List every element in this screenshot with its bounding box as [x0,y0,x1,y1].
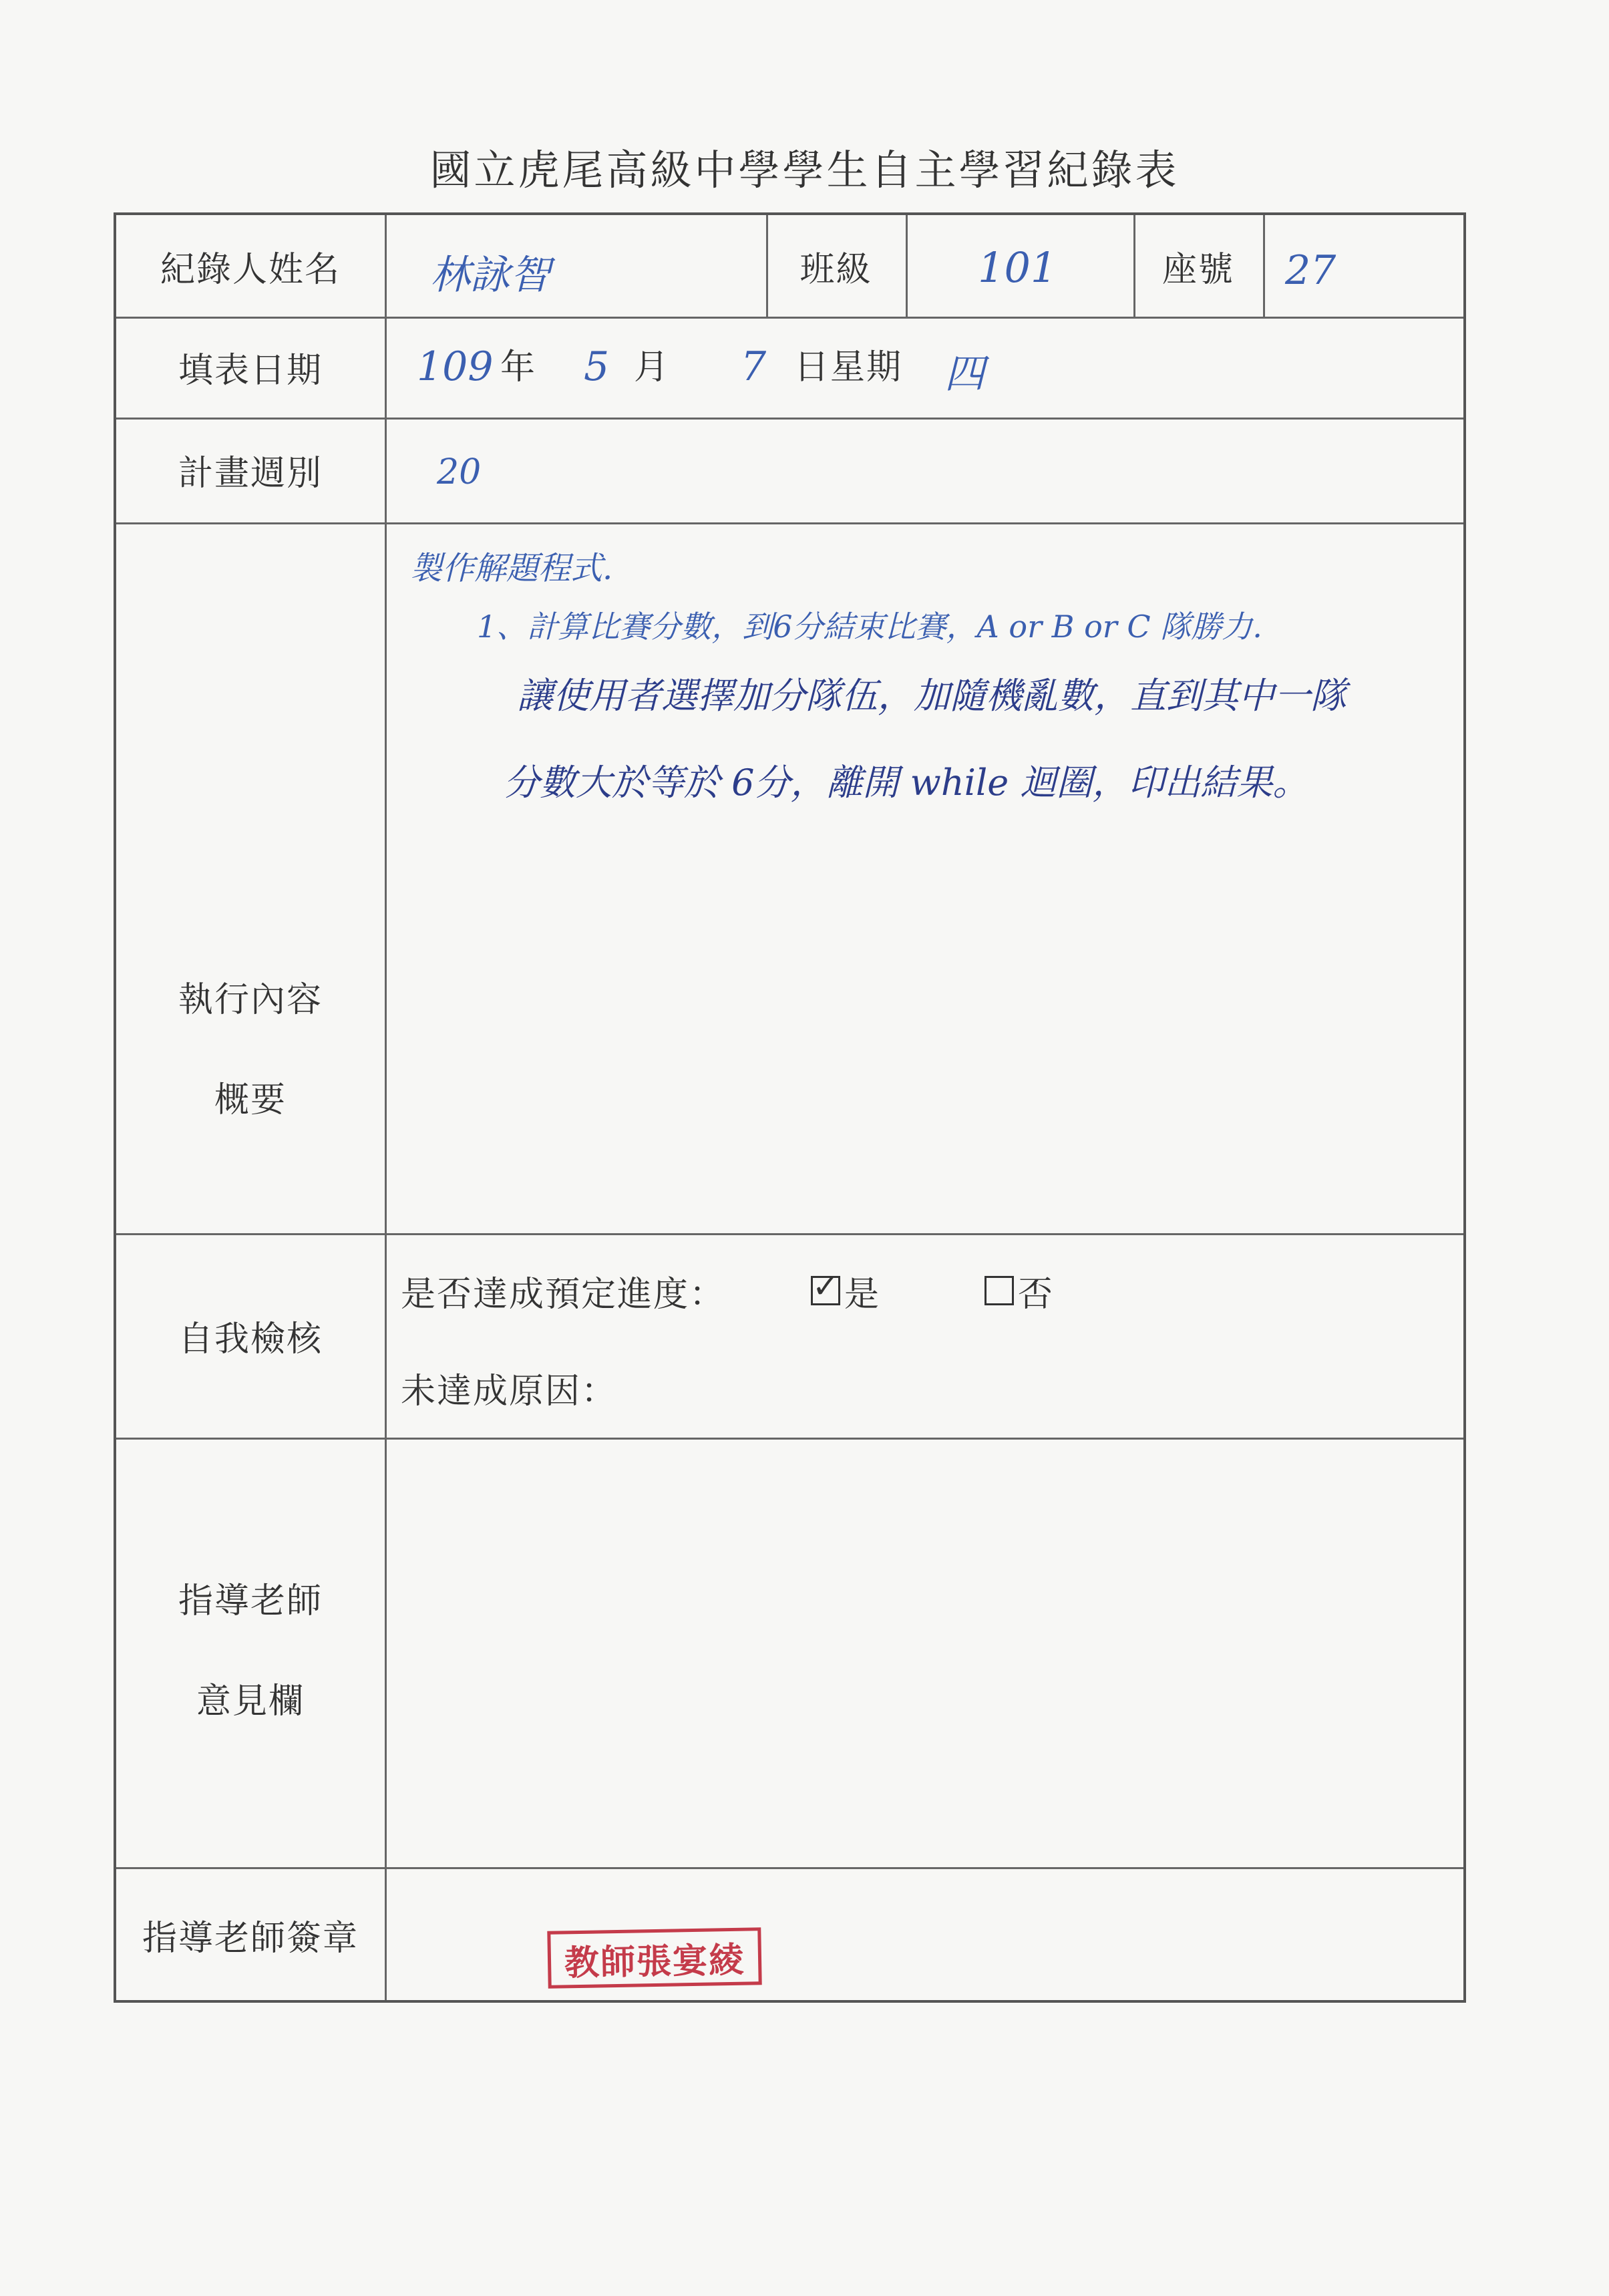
seat-label: 座號 [1161,249,1234,290]
content-label [116,950,385,1150]
content-heading[interactable]: 製作解題程式. [410,550,613,587]
teacher-comment-label-line2: 意見欄 [196,1681,305,1721]
date-month-unit: 月 [634,347,671,387]
teacher-comment-label-line1: 指導老師 [178,1581,323,1621]
date-month-value[interactable]: 5 [584,343,610,390]
recorder-name-value[interactable]: 林詠智 [430,252,550,299]
date-day-value[interactable]: 7 [741,343,767,390]
plan-week-value[interactable]: 20 [437,452,482,492]
self-check-label: 自我檢核 [178,1319,323,1359]
class-label: 班級 [799,249,872,290]
teacher-seal-stamp: 教師張宴綾 [547,1927,761,1989]
yes-label: 是 [844,1274,881,1315]
signature-label: 指導老師簽章 [142,1919,359,1959]
progress-question: 是否達成預定進度： [401,1274,726,1315]
reason-label: 未達成原因： [401,1371,618,1412]
row-divider [116,522,1463,524]
class-value[interactable]: 101 [978,243,1057,292]
page-title: 國立虎尾高級中學學生自主學習紀錄表 [429,146,1180,194]
check-mark-icon: ✓ [812,1268,840,1305]
content-label-line2: 概要 [214,1080,287,1120]
plan-week-label: 計畫週別 [178,454,323,494]
content-line-1[interactable]: 1、計算比賽分數，到6分結束比賽，A or B or C 隊勝力. [477,609,1262,645]
no-checkbox[interactable] [985,1276,1014,1305]
content-label-line1: 執行內容 [178,980,323,1020]
seat-value[interactable]: 27 [1285,247,1336,294]
content-line-2[interactable]: 讓使用者選擇加分隊伍，加隨機亂數，直到其中一隊 [517,675,1347,717]
teacher-comment-area[interactable] [387,1440,1463,1867]
column-divider [906,215,908,317]
content-line-3[interactable]: 分數大於等於 6分，離開 while 迴圈，印出結果。 [504,762,1309,804]
no-label: 否 [1018,1274,1055,1315]
recorder-name-label: 紀錄人姓名 [160,249,341,290]
date-year-value[interactable]: 109 [417,343,494,390]
record-form [114,212,1466,2003]
column-divider [1263,215,1265,317]
date-year-unit: 年 [500,347,537,387]
date-label: 填表日期 [178,351,323,391]
date-day-unit: 日星期 [794,347,903,387]
date-weekday-value[interactable]: 四 [944,351,985,397]
teacher-comment-label [116,1544,385,1758]
